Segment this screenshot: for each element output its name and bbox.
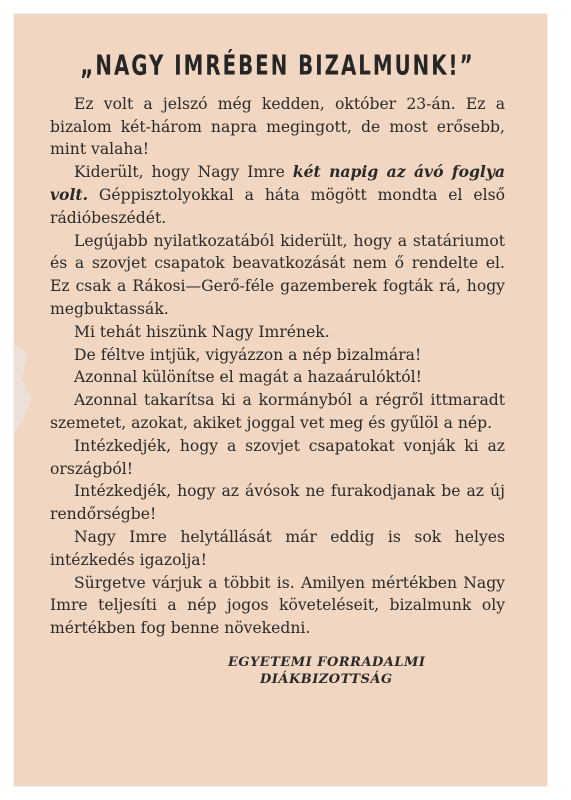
paragraph-2 xyxy=(50,161,505,229)
paragraph-10: Nagy Imre helytállását már eddig is sok helyes intézkedés igazolja! xyxy=(50,527,505,569)
paragraph-6: Azonnal különítse el magát a hazaárulóktól! xyxy=(74,368,422,387)
paragraph-8: Intézkedjék, hogy a szovjet csapatokat vonják ki az országból! xyxy=(50,436,505,478)
signature xyxy=(50,654,505,688)
paragraph-9: Intézkedjék, hogy az ávósok ne furakodjanak be az új rendőrségbe! xyxy=(50,482,505,524)
paragraph-1: Ez volt a jelszó még kedden, október 23-án. Ez a bizalom két-három napra megingott, de most erősebb, mint valaha! xyxy=(50,94,505,159)
leaflet-title: „NAGY IMRÉBEN BIZALMUNK!” xyxy=(80,50,475,82)
leaflet-text xyxy=(50,50,505,688)
paragraph-11: Sürgetve várjuk a többit is. Amilyen mértékben Nagy Imre teljesíti a nép jogos követeléseit, bizalmunk oly mértékben fog benne növekedni. xyxy=(50,573,505,638)
leaflet-sheet xyxy=(14,14,547,786)
paragraph-2-emphasis: két napig az ávó foglya volt. xyxy=(50,162,505,204)
paragraph-4: Mi tehát hiszünk Nagy Imrének. xyxy=(74,322,330,341)
signature-line-1: EGYETEMI FORRADALMI xyxy=(228,654,426,670)
paragraph-3: Legújabb nyilatkozatából kiderült, hogy a statáriumot és a szovjet csapatok beavatkozását nem ő rendelte el. Ez csak a Rákosi—Gerő-féle gazemberek fogták rá, hogy megbuktassák. xyxy=(50,231,505,318)
paragraph-2-tail: Géppisztolyokkal a háta mögött mondta el első rádióbeszédét. xyxy=(50,185,505,227)
paragraph-5: De féltve intjük, vigyázzon a nép bizalmára! xyxy=(74,345,422,364)
paragraph-2-lead: Kiderült, hogy Nagy Imre xyxy=(74,163,293,182)
signature-line-2: DIÁKBIZOTTSÁG xyxy=(260,671,393,687)
paragraph-7: Azonnal takarítsa ki a kormányból a régről ittmaradt szemetet, azokat, akiket joggal vet meg és gyűlöl a nép. xyxy=(50,391,505,432)
torn-edge xyxy=(14,344,36,434)
